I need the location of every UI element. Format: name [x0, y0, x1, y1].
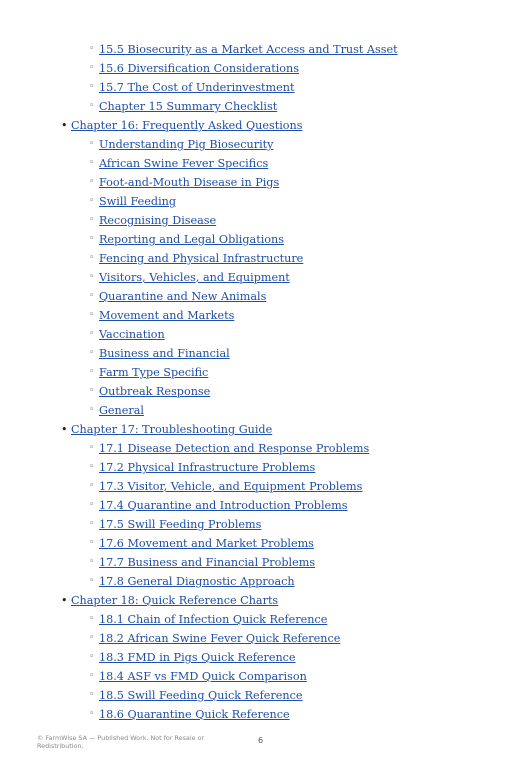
toc-subsection-list: [71, 135, 505, 420]
toc-subsection-item: [0, 211, 505, 230]
subsection-link[interactable]: 17.1 Disease Detection and Response Problems: [99, 442, 370, 455]
toc-subsection-item: [0, 534, 505, 553]
subsection-link[interactable]: 18.4 ASF vs FMD Quick Comparison: [99, 670, 307, 683]
subsection-link[interactable]: 18.2 African Swine Fever Quick Reference: [99, 632, 341, 645]
toc-subsection-item: [0, 154, 505, 173]
toc-subsection-item: [0, 629, 505, 648]
circle-bullet-icon: ◦: [89, 405, 95, 415]
toc-subsection-item: [0, 78, 505, 97]
subsection-link[interactable]: 17.6 Movement and Market Problems: [99, 537, 314, 550]
toc-subsection-item: [0, 515, 505, 534]
circle-bullet-icon: ◦: [89, 177, 95, 187]
toc-subsection-item: [0, 306, 505, 325]
circle-bullet-icon: ◦: [89, 196, 95, 206]
table-of-contents: [0, 40, 505, 724]
toc-subsection-item: [0, 192, 505, 211]
subsection-link[interactable]: Recognising Disease: [99, 214, 217, 227]
circle-bullet-icon: ◦: [89, 272, 95, 282]
subsection-link[interactable]: Chapter 15 Summary Checklist: [99, 100, 278, 113]
subsection-link[interactable]: 17.4 Quarantine and Introduction Problems: [99, 499, 348, 512]
subsection-link[interactable]: Quarantine and New Animals: [99, 290, 267, 303]
circle-bullet-icon: ◦: [89, 44, 95, 54]
chapter-link[interactable]: Chapter 18: Quick Reference Charts: [71, 594, 279, 607]
circle-bullet-icon: ◦: [89, 500, 95, 510]
page-number: 6: [258, 736, 264, 745]
circle-bullet-icon: ◦: [89, 253, 95, 263]
subsection-link[interactable]: 17.3 Visitor, Vehicle, and Equipment Problems: [99, 480, 363, 493]
bullet-icon: •: [61, 423, 68, 436]
circle-bullet-icon: ◦: [89, 443, 95, 453]
subsection-link[interactable]: 17.2 Physical Infrastructure Problems: [99, 461, 316, 474]
circle-bullet-icon: ◦: [89, 139, 95, 149]
circle-bullet-icon: ◦: [89, 652, 95, 662]
toc-chapter: [0, 116, 505, 420]
toc-subsection-item: [0, 59, 505, 78]
subsection-link[interactable]: Fencing and Physical Infrastructure: [99, 252, 304, 265]
subsection-link[interactable]: 15.6 Diversification Considerations: [99, 62, 299, 75]
circle-bullet-icon: ◦: [89, 158, 95, 168]
circle-bullet-icon: ◦: [89, 101, 95, 111]
circle-bullet-icon: ◦: [89, 215, 95, 225]
circle-bullet-icon: ◦: [89, 63, 95, 73]
circle-bullet-icon: ◦: [89, 671, 95, 681]
toc-subsection-item: [0, 287, 505, 306]
subsection-link[interactable]: Outbreak Response: [99, 385, 211, 398]
circle-bullet-icon: ◦: [89, 519, 95, 529]
circle-bullet-icon: ◦: [89, 367, 95, 377]
subsection-link[interactable]: 15.5 Biosecurity as a Market Access and Trust Asset: [99, 43, 398, 56]
toc-subsection-item: [0, 648, 505, 667]
circle-bullet-icon: ◦: [89, 234, 95, 244]
toc-subsection-item: [0, 344, 505, 363]
circle-bullet-icon: ◦: [89, 633, 95, 643]
subsection-link[interactable]: 18.5 Swill Feeding Quick Reference: [99, 689, 303, 702]
circle-bullet-icon: ◦: [89, 614, 95, 624]
circle-bullet-icon: ◦: [89, 462, 95, 472]
toc-subsection-list: [71, 40, 505, 116]
toc-subsection-item: [0, 382, 505, 401]
subsection-link[interactable]: Swill Feeding: [99, 195, 177, 208]
circle-bullet-icon: ◦: [89, 576, 95, 586]
footer-copyright: © FarmWise SA — Published Work. Not for Resale or Redistribution.: [37, 734, 205, 750]
circle-bullet-icon: ◦: [89, 291, 95, 301]
bullet-icon: •: [61, 119, 68, 132]
toc-chapter: [0, 591, 505, 724]
toc-subsection-item: [0, 610, 505, 629]
subsection-link[interactable]: 17.7 Business and Financial Problems: [99, 556, 316, 569]
circle-bullet-icon: ◦: [89, 310, 95, 320]
circle-bullet-icon: ◦: [89, 329, 95, 339]
toc-subsection-item: [0, 477, 505, 496]
toc-chapter: [0, 420, 505, 591]
toc-subsection-item: [0, 135, 505, 154]
toc-subsection-item: [0, 496, 505, 515]
subsection-link[interactable]: Farm Type Specific: [99, 366, 209, 379]
toc-subsection-item: [0, 173, 505, 192]
toc-subsection-item: [0, 363, 505, 382]
toc-subsection-item: [0, 458, 505, 477]
circle-bullet-icon: ◦: [89, 538, 95, 548]
circle-bullet-icon: ◦: [89, 386, 95, 396]
toc-subsection-list: [71, 439, 505, 591]
subsection-link[interactable]: Visitors, Vehicles, and Equipment: [99, 271, 290, 284]
toc-subsection-item: [0, 268, 505, 287]
chapter-link[interactable]: Chapter 16: Frequently Asked Questions: [71, 119, 303, 132]
subsection-link[interactable]: 18.6 Quarantine Quick Reference: [99, 708, 290, 721]
circle-bullet-icon: ◦: [89, 709, 95, 719]
circle-bullet-icon: ◦: [89, 481, 95, 491]
circle-bullet-icon: ◦: [89, 557, 95, 567]
toc-subsection-item: [0, 553, 505, 572]
subsection-link[interactable]: Movement and Markets: [99, 309, 235, 322]
subsection-link[interactable]: General: [99, 404, 144, 417]
toc-subsection-item: [0, 325, 505, 344]
subsection-link[interactable]: Vaccination: [99, 328, 165, 341]
subsection-link[interactable]: 15.7 The Cost of Underinvestment: [99, 81, 295, 94]
toc-subsection-item: [0, 249, 505, 268]
circle-bullet-icon: ◦: [89, 348, 95, 358]
subsection-link[interactable]: Business and Financial: [99, 347, 230, 360]
bullet-icon: •: [61, 594, 68, 607]
subsection-link[interactable]: 18.1 Chain of Infection Quick Reference: [99, 613, 328, 626]
subsection-link[interactable]: African Swine Fever Specifics: [99, 157, 269, 170]
subsection-link[interactable]: 17.8 General Diagnostic Approach: [99, 575, 295, 588]
toc-subsection-item: [0, 40, 505, 59]
toc-subsection-item: [0, 705, 505, 724]
subsection-link[interactable]: Foot-and-Mouth Disease in Pigs: [99, 176, 280, 189]
toc-subsection-item: [0, 667, 505, 686]
circle-bullet-icon: ◦: [89, 82, 95, 92]
chapter-link[interactable]: Chapter 17: Troubleshooting Guide: [71, 423, 273, 436]
toc-subsection-list: [71, 610, 505, 724]
toc-subsection-item: [0, 439, 505, 458]
toc-subsection-item: [0, 686, 505, 705]
toc-subsection-item: [0, 230, 505, 249]
toc-chapter: [0, 40, 505, 116]
subsection-link[interactable]: 17.5 Swill Feeding Problems: [99, 518, 262, 531]
circle-bullet-icon: ◦: [89, 690, 95, 700]
toc-subsection-item: [0, 97, 505, 116]
subsection-link[interactable]: 18.3 FMD in Pigs Quick Reference: [99, 651, 296, 664]
subsection-link[interactable]: Reporting and Legal Obligations: [99, 233, 284, 246]
subsection-link[interactable]: Understanding Pig Biosecurity: [99, 138, 274, 151]
toc-subsection-item: [0, 572, 505, 591]
toc-subsection-item: [0, 401, 505, 420]
